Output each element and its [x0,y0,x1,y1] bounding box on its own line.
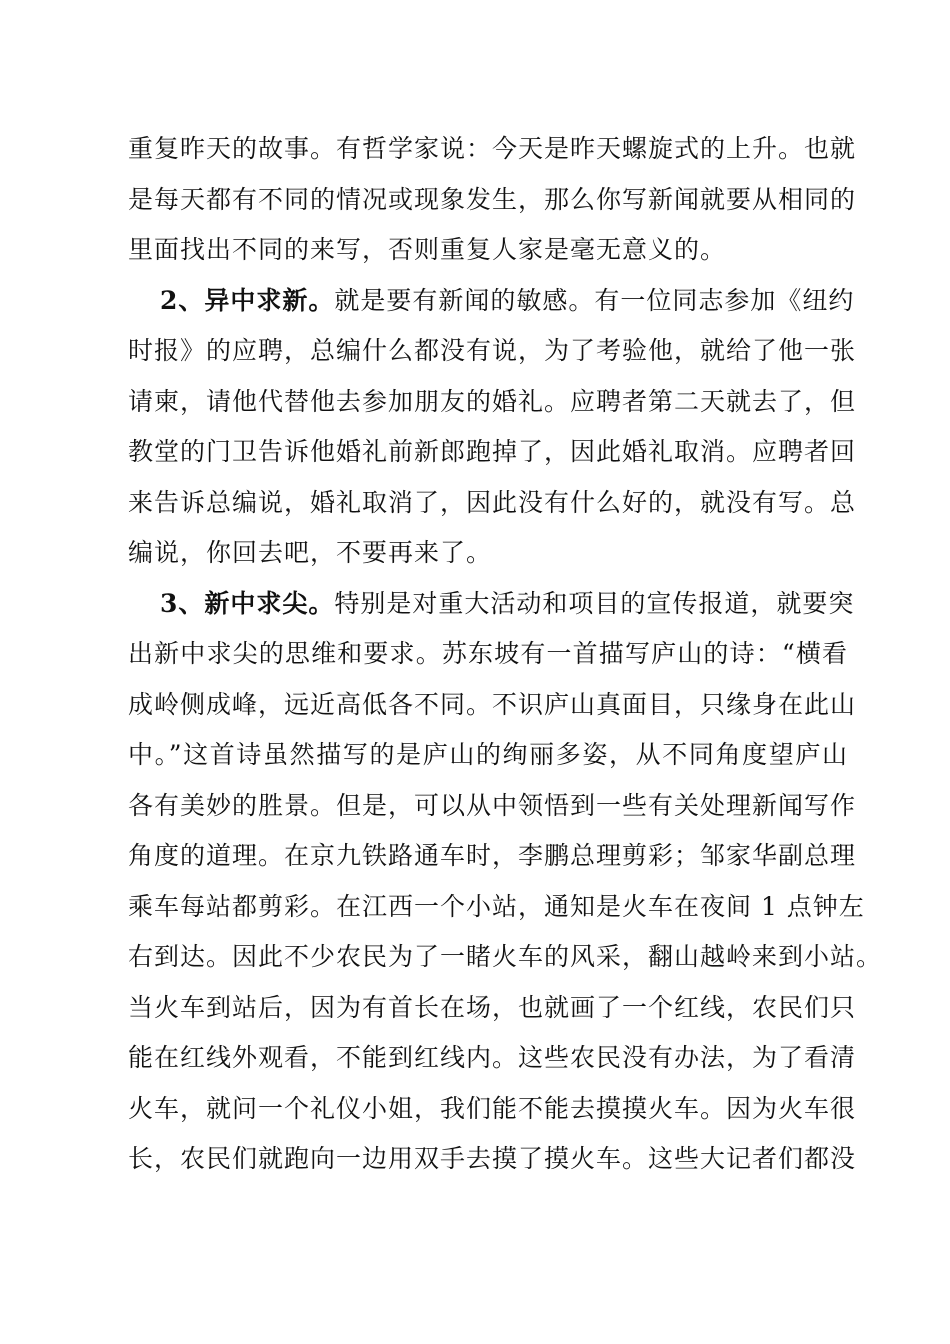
para3-line-4: 中。”这首诗虽然描写的是庐山的绚丽多姿，从不同角度望庐山 [128,740,848,769]
para3-line-2: 出新中求尖的思维和要求。苏东坡有一首描写庐山的诗：“横看 [128,639,848,668]
para3-line-12: 长，农民们就跑向一边用双手去摸了摸火车。这些大记者们都没 [128,1144,857,1173]
para3-line-9: 当火车到站后，因为有首长在场，也就画了一个红线，农民们只 [128,992,857,1022]
para2-line-3: 请柬，请他代替他去参加朋友的婚礼。应聘者第二天就去了，但 [128,386,857,416]
para1-line-3: 里面找出不同的来写，否则重复人家是毫无意义的。 [128,235,727,264]
para2-line-5: 来告诉总编说，婚礼取消了，因此没有什么好的，就没有写。总 [128,487,857,517]
para3-line-7: 乘车每站都剪彩。在江西一个小站，通知是火车在夜间 1 点钟左 [128,891,865,921]
para1-line-2: 是每天都有不同的情况或现象发生，那么你写新闻就要从相同的 [128,184,857,214]
para2-line-1-text: 就是要有新闻的敏感。有一位同志参加《纽约 [334,285,855,315]
para3-line-1-text: 特别是对重大活动和项目的宣传报道，就要突 [334,588,855,618]
para3-line-8: 右到达。因此不少农民为了一睹火车的风采，翻山越岭来到小站。 [128,942,883,971]
para3-line-5: 各有美妙的胜景。但是，可以从中领悟到一些有关处理新闻写作 [128,790,857,820]
para2-line-4: 教堂的门卫告诉他婚礼前新郎跑掉了，因此婚礼取消。应聘者回 [128,437,857,466]
para2-heading: 2、异中求新。 [160,285,335,315]
para3-line-11: 火车，就问一个礼仪小姐，我们能不能去摸摸火车。因为火车很 [128,1093,857,1123]
para3-line-10: 能在红线外观看，不能到红线内。这些农民没有办法，为了看清 [128,1043,857,1072]
para2-line-2: 时报》的应聘，总编什么都没有说，为了考验他，就给了他一张 [128,336,857,365]
para1-line-1: 重复昨天的故事。有哲学家说：今天是昨天螺旋式的上升。也就 [128,134,857,163]
para3-line-3: 成岭侧成峰，远近高低各不同。不识庐山真面目，只缘身在此山 [128,689,857,719]
para3-line-1 [128,579,855,630]
para3-heading: 3、新中求尖。 [160,588,335,618]
para3-line-6: 角度的道理。在京九铁路通车时，李鹏总理剪彩；邹家华副总理 [128,841,857,870]
body-text [128,124,883,1185]
para2-line-1 [128,276,855,327]
para2-line-6: 编说，你回去吧，不要再来了。 [128,538,493,567]
